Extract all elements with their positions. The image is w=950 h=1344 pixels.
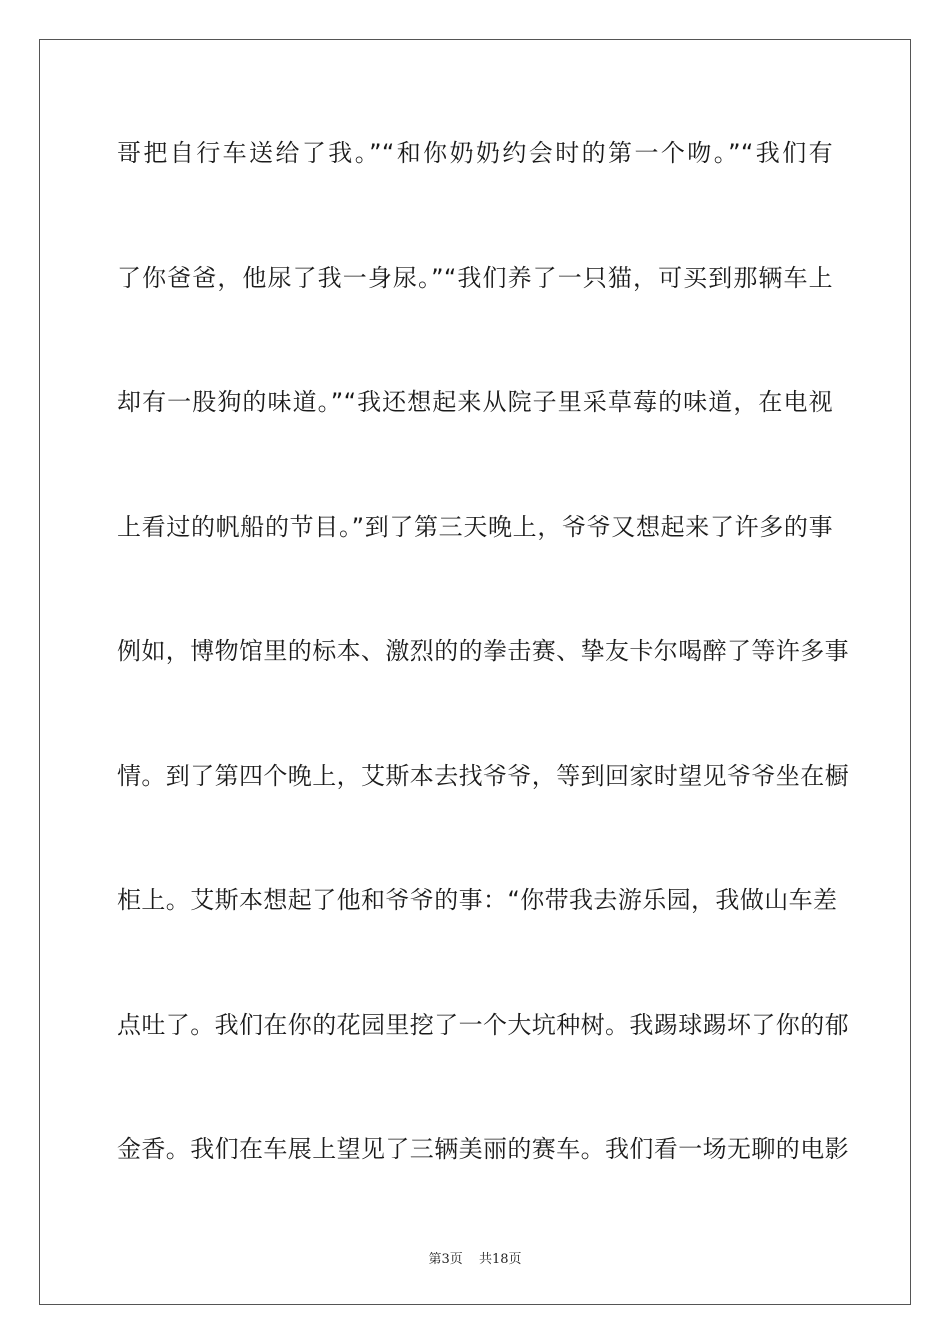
text-line: 了你爸爸，他尿了我一身尿。”“我们养了一只猫，可买到那辆车上 [117,263,833,292]
page-total: 共18页 [478,1252,522,1267]
text-line: 上看过的帆船的节目。”到了第三天晚上，爷爷又想起来了许多的事 [117,512,833,541]
text-line: 哥把自行车送给了我。”“和你奶奶约会时的第一个吻。”“我们有 [117,139,833,167]
page-footer [0,1248,950,1267]
text-line: 金香。我们在车展上望见了三辆美丽的赛车。我们看一场无聊的电影 [117,1135,849,1163]
document-body [117,131,849,1252]
text-line: 却有一股狗的味道。”“我还想起来从院子里采草莓的味道，在电视 [117,388,833,416]
page-number: 第3页 [428,1252,463,1267]
text-line: 柜上。艾斯本想起了他和爷爷的事：“你带我去游乐园，我做山车差 [117,886,838,914]
text-line: 情。到了第四个晚上，艾斯本去找爷爷，等到回家时望见爷爷坐在橱 [117,761,849,790]
text-line: 例如，博物馆里的标本、激烈的的拳击赛、挚友卡尔喝醉了等许多事 [117,637,849,665]
text-line: 点吐了。我们在你的花园里挖了一个大坑种树。我踢球踢坏了你的郁 [117,1010,849,1039]
